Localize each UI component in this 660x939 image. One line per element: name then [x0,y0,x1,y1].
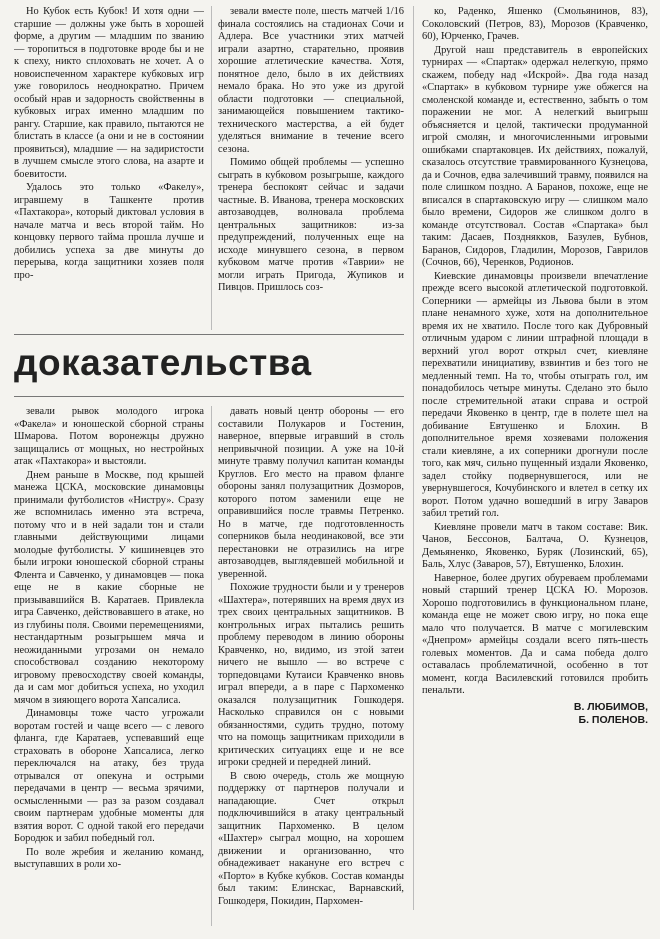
column-rule [211,6,212,330]
paragraph: Удалось это только «Факелу», игравшему в Ташкенте против «Пахтакора», который диктовал условия в начале матча и весь второй тайм. Но концовку первого тайма прошла лучше и добились успеха за две минуты до перерыва, когда защитники хозяев поля про- [14,182,204,281]
paragraph: По воле жребия и желанию команд, выступавших в роли хо- [14,846,204,870]
paragraph: В свою очередь, столь же мощную поддержку от партнеров получали и нападающие. Счет открыл подключившийся в атаку центральный защитник Пархоменко. В целом «Шахтер» сыграл мощно, на хорошем движении и организованно, что обнадеживает накануне его встреч с «Порто» в Кубке кубков. Состав команды был таким: Елинскас, Варнавский, Гошкодеря, Покидин, Пархомен- [218,770,404,907]
paragraph: Помимо общей проблемы — успешно сыграть в кубковом розыгрыше, каждого тренера беспокоят сейчас и задачи частные. В. Иванова, тренера московских автозаводцев, волновала проблема центральных защитников: из-за предупреждений, полученных еще на исходе минувшего сезона, в первом кубковом матче против «Таврии» не могли играть Пригода, Жупиков и Пивцов. Пришлось соз- [218,157,404,293]
article-column-1 [14,6,204,330]
article-headline: доказательства [14,342,312,383]
paragraph: Киевляне провели матч в таком составе: Вик. Чанов, Бессонов, Балтача, О. Кузнецов, Демьяненко, Яковенко, Буряк (Лозинский, 65), Баль, Хлус (Заваров, 57), Евтушенко, Блохин. [422,521,648,570]
paragraph: Но Кубок есть Кубок! И хотя одни — старшие — должны уже быть в хорошей форме, а другим — младшим по званию — торопиться в подготовке вроде бы и не к спеху, никто сплоховать не хочет. А о новоиспеченном характере кубковых игр уже говорилось неоднократно. Причем особый нрав и задорность свойственны в кубковых играх именно младшим по рангу. Старшие, как правило, пытаются не блистать в классе (а они и не в состоянии проявиться), младшие — на задиристости в лучшем смысле этого слова, на азарте и боевитости. [14,6,204,180]
author-line-2: Б. ПОЛЕНОВ. [578,713,648,726]
paragraph: давать новый центр обороны — его составили Полукаров и Гостенин, наверное, впервые игравший в столь непривычной позиции. А уже на 10-й минуте травму получил капитан команды Круглов. Его место на правом фланге обороны занял полузащитник Дозморов, которого потом заменили еще не оправившийся после травмы Петренко. Но в матче, где подготовленность соперников была неодинаковой, все эти перестановки не отразились на игре автозаводцев, выглядевшей мобильной и уверенной. [218,406,404,580]
column-rule [413,6,414,910]
paragraph: Другой наш представитель в европейских турнирах — «Спартак» одержал нелегкую, прямо скажем, победу над «Искрой». Два года назад «Спартак» в кубковом турнире уже обжегся на смоленской команде и, естественно, забыть о том поражении не мог. А нелегкий выигрыш объясняется и целой, тактически продуманной игрой смолян, и многочисленными игровыми ошибками спартаковцев. Их действиях, пожалуй, сказалось отсутствие травмированного Кузнецова, да и Сочнов, едва залечивший травму, появился на поле слишком поздно. А Баранов, похоже, еще не вписался в спартаковскую игру — слишком мало было времени, Сидоров же слишком долго в команде отсутствовал. Состав «Спартака» был таким: Дасаев, Позднякков, Базулев, Бубнов, Баранов, Сидоров, Гладилин, Морозов, Гаврилов (Сочнов, 66), Черенков, Родионов. [422,44,648,268]
paragraph: Похожие трудности были и у тренеров «Шахтера», потерявших на время двух из трех своих центральных защитников. В контрольных играх пытались решить проблему переводом в линию обороны Кравченко, но, видимо, из этой затеи ничего не вышло — во встрече с торпедовцами Кутаиси Кравченко вновь играл впереди, а в паре с Пархоменко оказался полузащитник Гошкодеря. Насколько справился он с новыми обязанностями, судить трудно, потому что на помощь защитникам приходили в критических ситуациях еще и не все игроки средней и передней линий. [218,582,404,768]
article-column-4 [14,406,204,926]
column-rule [211,406,212,926]
paragraph: зевали рывок молодого игрока «Факела» и юношеской сборной страны Шмарова. Потом воронежцы дружно защищались от мощных, но нестройных атак «Пахтакора» и выстояли. [14,406,204,467]
divider-bottom [14,396,404,397]
paragraph: зевали вместе поле, шесть матчей 1/16 финала состоялись на стадионах Сочи и Адлера. Все участники этих матчей играли азартно, старательно, проявив хорошие атлетические качества. Хотя, понятное дело, было в их действиях немало брака. Но это уже из другой области подготовки — специальной, занимающейся повышением тактико-технического мастерства, а ей будет уделяться внимание в течение всего сезона. [218,6,404,155]
paragraph: Наверное, более других обуреваем проблемами новый старший тренер ЦСКА Ю. Морозов. Хорошо подготовились в функциональном плане, команда еще не может свою игру, но пока еще мало что получается. В матче с могилевским «Днепром» армейцы создали всего пять-шесть голевых моментов. Да и сама победа долго оставалась проблематичной, особенно в тот момент, когда Василевский готовился пробить пенальти. [422,572,648,696]
article-column-3 [422,6,648,910]
author-line-1: В. ЛЮБИМОВ, [573,700,648,713]
article-column-2 [218,6,404,330]
divider-top [14,334,404,335]
paragraph: Динамовцы тоже часто угрожали воротам гостей и чаще всего — с левого фланга, где Каратаев, успевавший еще страховать в обороне Хапсалиса, легко переключался на атаку, без труда отрывался от опекуна и острыми передачами в центр — весьма зрячими, осмысленными — раз за разом создавал своим партнерам удобные моменты для взятия ворот. С одной такой его передачи Бородюк и забил победный гол. [14,708,204,844]
paragraph: ко, Раденко, Яшенко (Смольянинов, 83), Соколовский (Петров, 83), Морозов (Кравченко, 60), Юрченко, Грачев. [422,6,648,42]
paragraph: Днем раньше в Москве, под крышей манежа ЦСКА, московские динамовцы принимали футболистов «Нистру». Сразу же вспомнилась именно эта встреча, потому что и в ней задали тон и стали главными действующими лицами молодые футболисты. У кишиневцев это были игроки юношеской сборной страны Флента и Савченко, у динамовцев — пока еще не в какие сборные не призывавшийся В. Каратаев. Привлекла игра Савченко, действовавшего в атаке, но из глубины поля. Своими перемещениями, нестандартным розыгрышем мяча и неожиданными угрозами он немало способствовал созданию некоторому игровому превосходству своей команды, да и сам мог добиться успеха, но уходил мячом в зияющего ворота Хапсалиса. [14,469,204,706]
author-signature [422,701,648,727]
paragraph: Киевские динамовцы произвели впечатление прежде всего высокой атлетической подготовкой. Соперники — армейцы из Львова были в этом плане ненамного хуже, хотя на дополнительное время их не хватило. После того как Дубровный отличным ударом с линии штрафной площади в верхний угол ворот открыл счет, киевляне перехватили инициативу, взвинтив и без того не медленный темп. На то, чтобы отыграть гол, им понадобилось четыре минуты. Сделано это было после стремительной атаки справа и острой передачи Яковенко в центр, где в полете шел на добивание Евтушенко и Блохин. В дополнительное время хозяевами положения стали киевляне, а их соперники дрогнули после того, как мяч, сильно пущенный издали Яковенко, задел стойку подвернувшегося, или не увернувшегося, Кочубинского и влетел в сетку их ворот. Потом удачно вошедший в игру Заваров забил третий гол. [422,270,648,519]
article-column-5 [218,406,404,926]
